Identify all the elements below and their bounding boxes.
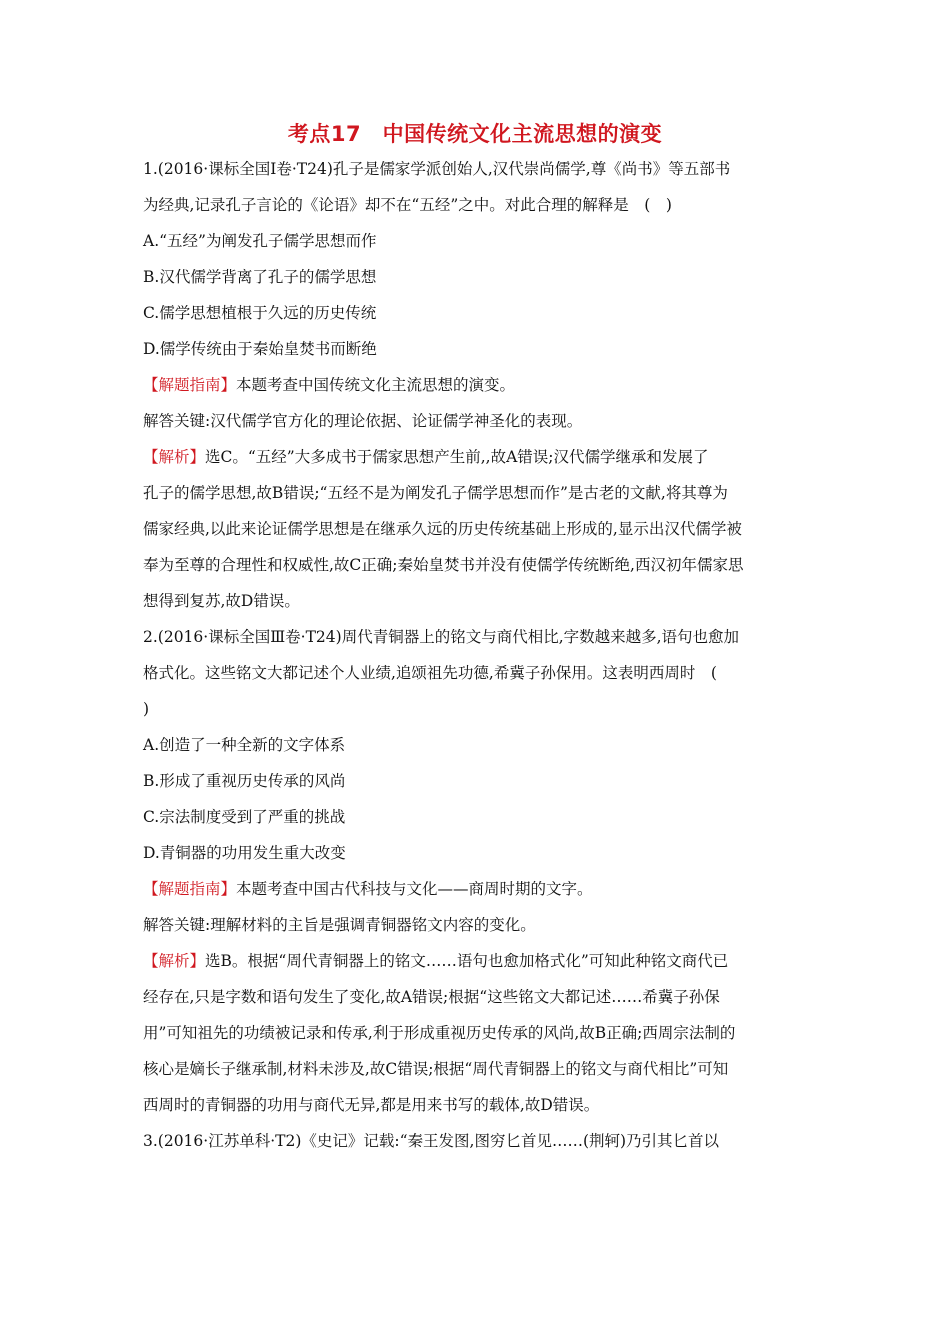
option-d: D.青铜器的功用发生重大改变 <box>143 844 346 862</box>
option-c: C.儒学思想植根于久远的历史传统 <box>143 304 377 322</box>
answer-key: 解答关键:理解材料的主旨是强调青铜器铭文内容的变化。 <box>143 916 536 934</box>
analysis-line <box>143 439 810 475</box>
answer-key: 解答关键:汉代儒学官方化的理论依据、论证儒学神圣化的表现。 <box>143 412 583 430</box>
analysis-line: 儒家经典,以此来论证儒学思想是在继承久远的历史传统基础上形成的,显示出汉代儒学被 <box>143 520 742 538</box>
question-1 <box>143 151 810 619</box>
solution-guide-tag: 【解题指南】 <box>143 880 237 898</box>
analysis-line <box>143 943 810 979</box>
analysis-text: 选B。根据“周代青铜器上的铭文……语句也愈加格式化”可知此种铭文商代已 <box>205 952 729 970</box>
solution-guide <box>143 871 810 907</box>
analysis-line: 经存在,只是字数和语句发生了变化,故A错误;根据“这些铭文大都记述……希冀子孙保 <box>143 988 720 1006</box>
option-b: B.形成了重视历史传承的风尚 <box>143 772 346 790</box>
solution-guide <box>143 367 810 403</box>
option-d: D.儒学传统由于秦始皇焚书而断绝 <box>143 340 377 358</box>
question-stem-line: 2.(2016·课标全国Ⅲ卷·T24)周代青铜器上的铭文与商代相比,字数越来越多,语句也愈加 <box>143 628 740 646</box>
solution-guide-text: 本题考查中国古代科技与文化——商周时期的文字。 <box>236 880 593 898</box>
option-a: A.创造了一种全新的文字体系 <box>143 736 346 754</box>
question-stem-line: 格式化。这些铭文大都记述个人业绩,追颂祖先功德,希冀子孙保用。这表明西周时 ( <box>143 664 717 682</box>
option-c: C.宗法制度受到了严重的挑战 <box>143 808 346 826</box>
question-stem-line: 为经典,记录孔子言论的《论语》却不在“五经”之中。对此合理的解释是 ( ) <box>143 196 672 214</box>
question-2 <box>143 619 810 1123</box>
analysis-line: 孔子的儒学思想,故B错误;“五经不是为阐发孔子儒学思想而作”是古老的文献,将其尊为 <box>143 484 728 502</box>
page-title: 考点17 中国传统文化主流思想的演变 <box>287 122 663 146</box>
analysis-line: 想得到复苏,故D错误。 <box>143 592 300 610</box>
question-stem-line: ) <box>143 700 150 718</box>
analysis-line: 用”可知祖先的功绩被记录和传承,利于形成重视历史传承的风尚,故B正确;西周宗法制的 <box>143 1024 736 1042</box>
analysis-line: 西周时的青铜器的功用与商代无异,都是用来书写的载体,故D错误。 <box>143 1096 600 1114</box>
analysis-line: 核心是嫡长子继承制,材料未涉及,故C错误;根据“周代青铜器上的铭文与商代相比”可知 <box>143 1060 729 1078</box>
question-3 <box>143 1123 810 1159</box>
option-a: A.“五经”为阐发孔子儒学思想而作 <box>143 232 377 250</box>
analysis-tag: 【解析】 <box>143 448 206 466</box>
solution-guide-text: 本题考查中国传统文化主流思想的演变。 <box>236 376 516 394</box>
option-b: B.汉代儒学背离了孔子的儒学思想 <box>143 268 377 286</box>
solution-guide-tag: 【解题指南】 <box>143 376 237 394</box>
analysis-tag: 【解析】 <box>143 952 206 970</box>
analysis-line: 奉为至尊的合理性和权威性,故C正确;秦始皇焚书并没有使儒学传统断绝,西汉初年儒家思 <box>143 556 744 574</box>
question-stem-line: 1.(2016·课标全国Ⅰ卷·T24)孔子是儒家学派创始人,汉代崇尚儒学,尊《尚书》等五部书 <box>143 160 731 178</box>
analysis-text: 选C。“五经”大多成书于儒家思想产生前,,故A错误;汉代儒学继承和发展了 <box>205 448 709 466</box>
document-body <box>143 151 810 1159</box>
question-stem-line: 3.(2016·江苏单科·T2)《史记》记载:“秦王发图,图穷匕首见……(荆轲)乃引其匕首以 <box>143 1132 720 1150</box>
